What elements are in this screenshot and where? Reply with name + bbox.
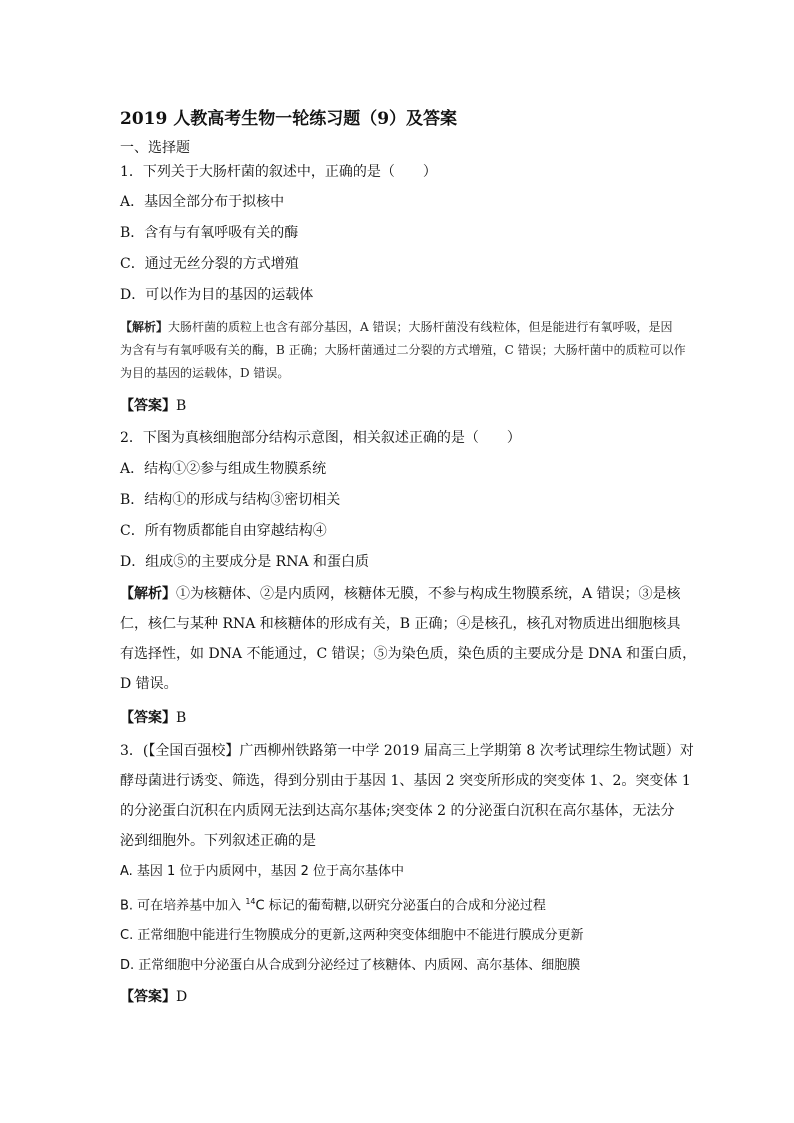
q3-stem-line-3: 的分泌蛋白沉积在内质网无法到达高尔基体;突变体 2 的分泌蛋白沉积在高尔基体，无法分 bbox=[120, 803, 675, 819]
q3-option-b-superscript: 14 bbox=[245, 897, 256, 906]
q3-option-d: D. 正常细胞中分泌蛋白从合成到分泌经过了核糖体、内质网、高尔基体、细胞膜 bbox=[120, 958, 581, 974]
q3-answer-tag: 【答案】 bbox=[120, 989, 176, 1006]
q1-analysis-line-3: 为目的基因的运载体，D 错误。 bbox=[120, 366, 290, 380]
q1-analysis-text-1: 大肠杆菌的质粒上也含有部分基因，A 错误；大肠杆菌没有线粒体，但是能进行有氧呼吸，是因 bbox=[168, 320, 673, 334]
q2-analysis bbox=[120, 579, 697, 699]
q3-stem-line-4: 泌到细胞外。下列叙述正确的是 bbox=[120, 833, 316, 849]
q1-analysis-line-1 bbox=[120, 316, 680, 339]
q2-option-b: B．结构①的形成与结构③密切相关 bbox=[120, 492, 341, 508]
q3-option-b bbox=[120, 892, 680, 916]
q2-answer-tag: 【答案】 bbox=[120, 710, 176, 726]
q1-analysis-tag: 【解析】 bbox=[120, 320, 169, 334]
q2-answer-value: B bbox=[176, 710, 187, 726]
q1-analysis-line-2: 为含有与有氧呼吸有关的酶，B 正确；大肠杆菌通过二分裂的方式增殖，C 错误；大肠杆菌中的质粒可以作 bbox=[120, 343, 686, 357]
q3-stem-line-2: 酵母菌进行诱变、筛选，得到分别由于基因 1、基因 2 突变所形成的突变体 1、2。突变体 1 bbox=[120, 773, 691, 789]
section-heading: 一、选择题 bbox=[120, 140, 190, 156]
q3-option-b-post: C 标记的葡萄糖,以研究分泌蛋白的合成和分泌过程 bbox=[255, 898, 546, 914]
q3-answer-value: D bbox=[176, 989, 188, 1006]
q1-answer-tag: 【答案】 bbox=[120, 398, 176, 414]
q2-analysis-line-2: 仁，核仁与某种 RNA 和核糖体的形成有关，B 正确；④是核孔，核孔对物质进出细胞核具 bbox=[120, 616, 681, 632]
q2-analysis-tag: 【解析】 bbox=[120, 586, 176, 602]
q2-analysis-line-3: 有选择性，如 DNA 不能通过，C 错误；⑤为染色质，染色质的主要成分是 DNA 和蛋白质， bbox=[120, 646, 697, 662]
q1-analysis bbox=[120, 316, 686, 385]
q2-option-c: C．所有物质都能自由穿越结构④ bbox=[120, 523, 327, 539]
q3-stem-line-1: 3．(【全国百强校】广西柳州铁路第一中学 2019 届高三上学期第 8 次考试理综生物试题）对 bbox=[120, 743, 694, 759]
q1-option-b: B．含有与有氧呼吸有关的酶 bbox=[120, 225, 299, 241]
q3-option-a: A. 基因 1 位于内质网中，基因 2 位于高尔基体中 bbox=[120, 864, 405, 879]
q1-option-c: C．通过无丝分裂的方式增殖 bbox=[120, 256, 299, 272]
q1-option-d: D．可以作为目的基因的运载体 bbox=[120, 287, 314, 303]
q2-stem: 2．下图为真核细胞部分结构示意图，相关叙述正确的是（ ） bbox=[120, 430, 521, 446]
q1-answer-value: B bbox=[176, 398, 187, 414]
q1-option-a: A．基因全部分布于拟核中 bbox=[120, 194, 285, 210]
q2-option-d: D．组成⑤的主要成分是 RNA 和蛋白质 bbox=[120, 554, 370, 570]
q3-option-b-pre: B. 可在培养基中加入 bbox=[120, 898, 246, 914]
q3-option-c: C. 正常细胞中能进行生物膜成分的更新,这两种突变体细胞中不能进行膜成分更新 bbox=[120, 928, 584, 944]
q1-answer bbox=[120, 395, 680, 417]
q2-analysis-line-1 bbox=[120, 579, 680, 609]
q2-analysis-text-1: ①为核糖体、②是内质网，核糖体无膜，不参与构成生物膜系统，A 错误；③是核 bbox=[176, 586, 681, 602]
q1-stem: 1．下列关于大肠杆菌的叙述中，正确的是（ ） bbox=[120, 164, 437, 180]
q2-option-a: A．结构①②参与组成生物膜系统 bbox=[120, 461, 327, 477]
q2-answer bbox=[120, 707, 680, 729]
q3-answer bbox=[120, 986, 680, 1008]
document-content bbox=[120, 108, 697, 1019]
q3-stem bbox=[120, 736, 694, 856]
q2-analysis-line-4: D 错误。 bbox=[120, 676, 178, 692]
document-title: 2019 人教高考生物一轮练习题（9）及答案 bbox=[120, 109, 458, 129]
